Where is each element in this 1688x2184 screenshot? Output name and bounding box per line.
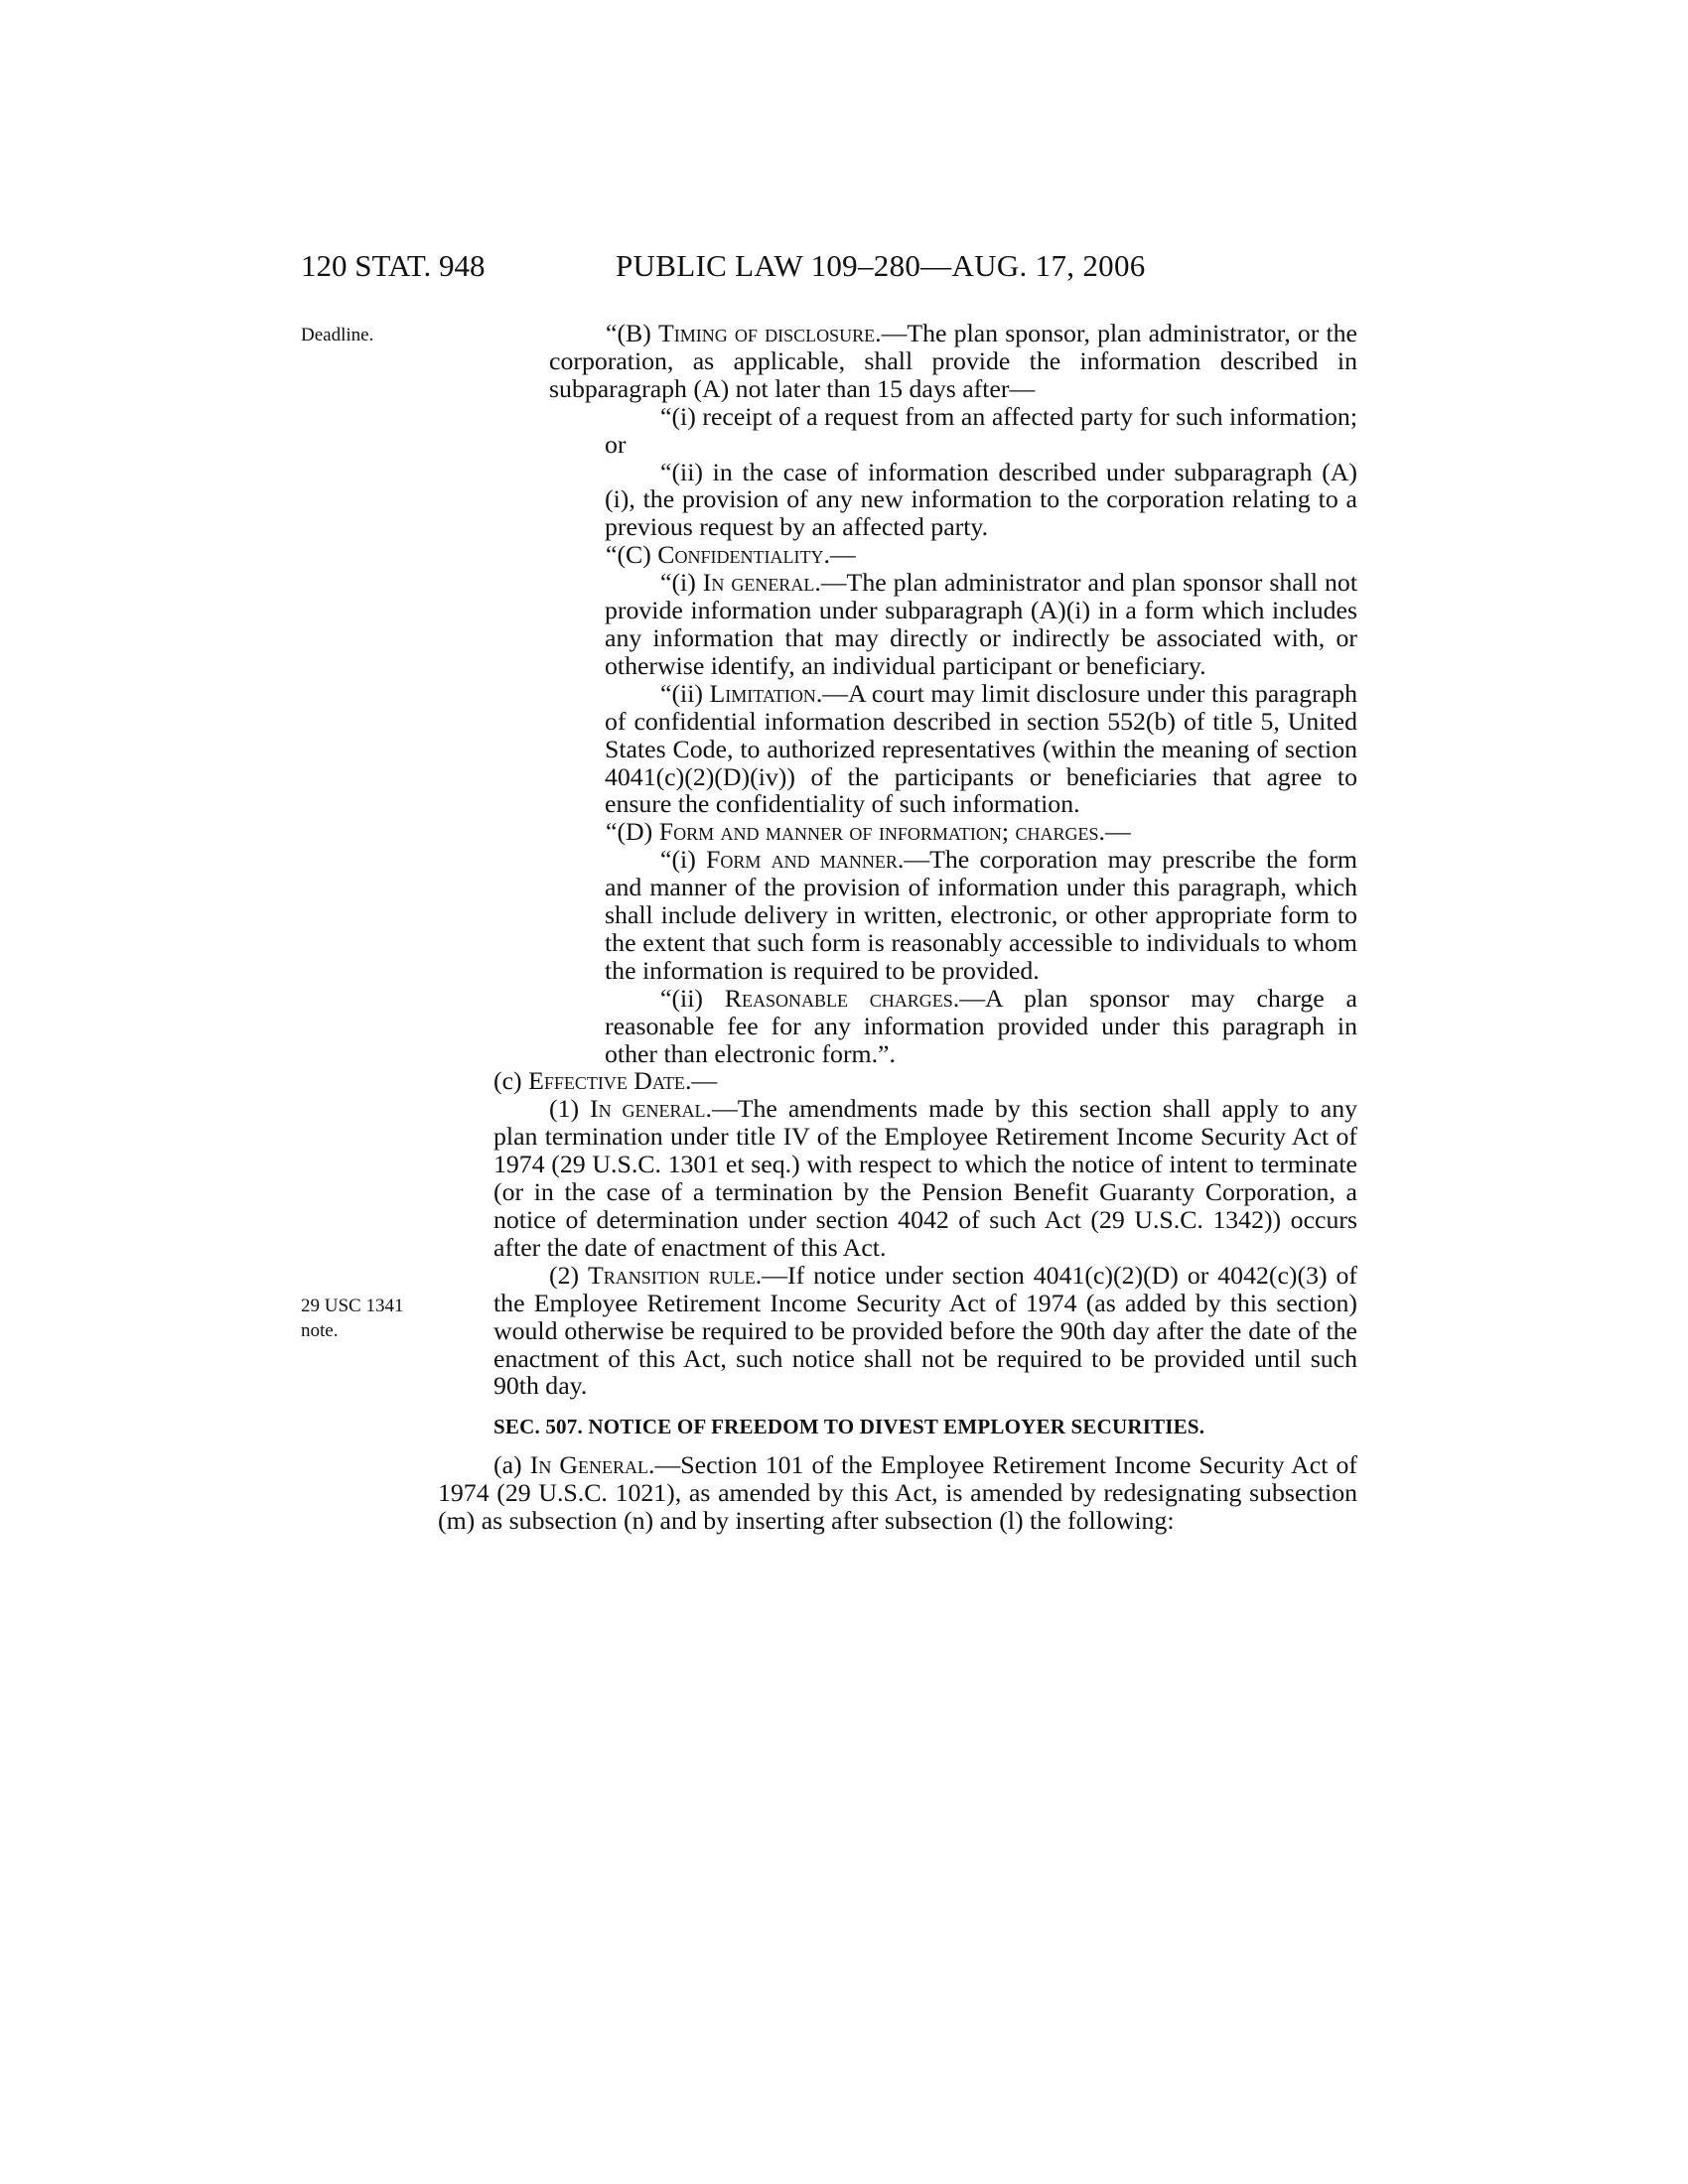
paragraph-c-heading: [549, 541, 1357, 569]
paragraph-c-i-c-i-pre: “(i): [660, 568, 703, 598]
paragraph-eff-1-eff-1-sc: In general: [590, 1094, 706, 1124]
paragraph-c-i-c-i-sc: In general: [702, 568, 815, 598]
paragraph-effective-date-c-eff-pre: (c): [493, 1066, 529, 1096]
paragraph-d-i-d-i-pre: “(i): [660, 845, 707, 875]
paragraph-d-ii: [605, 985, 1357, 1068]
paragraph-c-ii: [605, 680, 1357, 819]
paragraph-eff-1-eff-1-pre: (1): [549, 1094, 591, 1124]
paragraph-c-i: [605, 569, 1357, 680]
paragraph-c-heading-c-heading-sc: Confidentiality: [657, 540, 824, 570]
paragraph-d-i-d-i-sc: Form and manner: [706, 845, 898, 875]
paragraph-effective-date: [493, 1067, 1357, 1095]
body-text: [438, 320, 1357, 1535]
paragraph-c-i-c-i-text: .—The plan administrator and plan sponsor shall not provide information under subparagraph (A)(i) in a form which includes any information that may directly or indirectly be associated with, or otherwise identify, an individual participant or beneficiary.: [605, 568, 1357, 680]
paragraph-eff-2-eff-2-text: .—If notice under section 4041(c)(2)(D) or 4042(c)(3) of the Employee Retirement Income Security Act of 1974 (as added by this section) would otherwise be required to be provided before the 90th day after the date of the enactment of this Act, such notice shall not be required to be provided until such 90th day.: [493, 1260, 1358, 1401]
paragraph-b-i-b-i: “(i) receipt of a request from an affected party for such information; or: [605, 401, 1357, 459]
paragraph-eff-2: [493, 1262, 1357, 1401]
paragraph-b-b-heading: “(B): [606, 319, 659, 347]
paragraph-a-a-pre: (a): [493, 1450, 530, 1480]
paragraph-d-heading-d-heading-sc: Form and manner of information; charges: [658, 817, 1099, 847]
section-heading: SEC. 507. NOTICE OF FREEDOM TO DIVEST EMPLOYER SECURITIES.: [493, 1415, 1205, 1439]
stat-reference: 120 STAT. 948: [301, 248, 486, 283]
paragraph-b-b-heading-sc: Timing of disclosure: [658, 319, 876, 347]
paragraph-a: [438, 1451, 1357, 1535]
paragraph-eff-2-eff-2-pre: (2): [549, 1260, 589, 1290]
paragraph-d-ii-d-ii-text: .—A plan sponsor may charge a reasonable fee for any information provided under this paragraph in other than electronic form.”.: [605, 983, 1357, 1068]
margin-note-usc-line2: note.: [301, 1320, 339, 1341]
margin-note-deadline: Deadline.: [301, 325, 374, 345]
paragraph-d-ii-d-ii-pre: “(ii): [660, 983, 725, 1013]
paragraph-b-ii-b-ii: “(ii) in the case of information described under subparagraph (A)(i), the provision of any new information to the corporation relating to a previous request by an affected party.: [605, 457, 1357, 542]
paragraph-d-i: [605, 846, 1357, 985]
paragraph-d-heading: [549, 818, 1357, 846]
paragraph-d-heading-d-heading-pre: “(D): [606, 817, 659, 847]
margin-note-usc: [301, 1294, 403, 1343]
margin-note-usc-line1: 29 USC 1341: [301, 1296, 404, 1316]
paragraph-effective-date-c-eff-sc: Effective Date: [528, 1066, 685, 1096]
paragraph-d-heading-d-heading-post: .—: [1098, 817, 1131, 847]
paragraph-b: [549, 320, 1357, 403]
paragraph-b-ii: [605, 459, 1357, 542]
paragraph-c-heading-c-heading-pre: “(C): [606, 540, 658, 570]
paragraph-d-ii-d-ii-sc: Reasonable charges: [724, 983, 953, 1013]
paragraph-a-a-sc: In General: [529, 1450, 649, 1480]
paragraph-effective-date-c-eff-post: .—: [684, 1066, 718, 1096]
paragraph-b-b-text: .—The plan sponsor, plan administrator, or the corporation, as applicable, shall provide the information described in subparagraph (A) not later than 15 days after—: [549, 319, 1357, 403]
paragraph-c-ii-c-ii-text: .—A court may limit disclosure under this paragraph of confidential information described in section 552(b) of title 5, United States Code, to authorized representatives (within the meaning of section 4041(c)(2)(D)(iv)) of the participants or beneficiaries that agree to ensure the confidentiality of such information.: [605, 678, 1357, 819]
paragraph-b-i: [605, 403, 1357, 459]
paragraph-eff-2-eff-2-sc: Transition rule: [588, 1260, 756, 1290]
paragraph-c-ii-c-ii-sc: Limitation: [709, 678, 816, 708]
paragraph-eff-1: [493, 1095, 1357, 1261]
paragraph-eff-1-eff-1-text: .—The amendments made by this section shall apply to any plan termination under title IV of the Employee Retirement Income Security Act of 1974 (29 U.S.C. 1301 et seq.) with respect to which the notice of intent to terminate (or in the case of a termination by the Pension Benefit Guaranty Corporation, a notice of determination under section 4042 of such Act (29 U.S.C. 1342)) occurs after the date of enactment of this Act.: [493, 1094, 1357, 1262]
paragraph-d-i-d-i-text: .—The corporation may prescribe the form and manner of the provision of information under this paragraph, which shall include delivery in written, electronic, or other appropriate form to the extent that such form is reasonably accessible to individuals to whom the information is required to be provided.: [605, 845, 1357, 985]
law-title: PUBLIC LAW 109–280—AUG. 17, 2006: [616, 248, 1146, 283]
paragraph-a-a-text: .—Section 101 of the Employee Retirement Income Security Act of 1974 (29 U.S.C. 1021), as amended by this Act, is amended by redesignating subsection (m) as subsection (n) and by inserting after subsection (l) the following:: [438, 1450, 1357, 1536]
paragraph-c-ii-c-ii-pre: “(ii): [660, 678, 710, 708]
paragraph-c-heading-c-heading-post: .—: [823, 540, 856, 570]
